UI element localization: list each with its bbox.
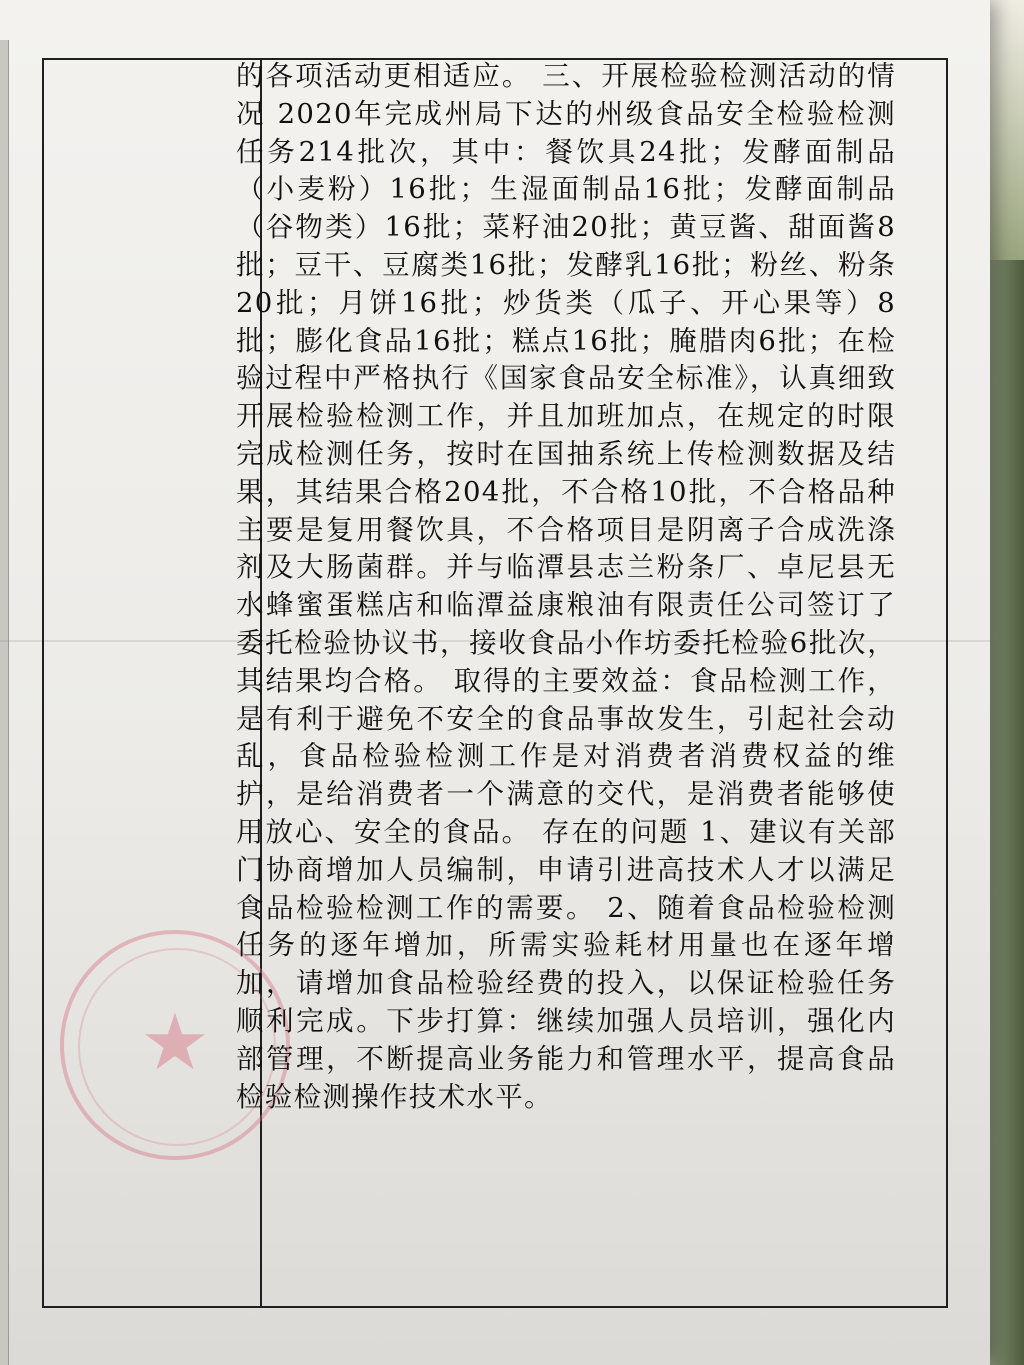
- report-body-text: 的各项活动更相适应。 三、开展检验检测活动的情况 2020年完成州局下达的州级食品安全检验检测任务214批次，其中：餐饮具24批；发酵面制品（小麦粉）16批；生湿面制品16批；发酵面制品（谷物类）16批；菜籽油20批；黄豆酱、甜面酱8批；豆干、豆腐类16批；发酵乳16批；粉丝、粉条20批；月饼16批；炒货类（瓜子、开心果等）8批；膨化食品16批；糕点16批；腌腊肉6批；在检验过程中严格执行《国家食品安全标准》，认真细致开展检验检测工作，并且加班加点，在规定的时限完成检测任务，按时在国抽系统上传检测数据及结果，其结果合格204批，不合格10批，不合格品种主要是复用餐饮具，不合格项目是阴离子合成洗涤剂及大肠菌群。并与临潭县志兰粉条厂、卓尼县无水蜂蜜蛋糕店和临潭益康粮油有限责任公司签订了委托检验协议书，接收食品小作坊委托检验6批次，其结果均合格。 取得的主要效益：食品检测工作，是有利于避免不安全的食品事故发生，引起社会动乱，食品检验检测工作是对消费者消费权益的维护，是给消费者一个满意的交代，是消费者能够使用放心、安全的食品。 存在的问题 1、建议有关部门协商增加人员编制，申请引进高技术人才以满足食品检验检测工作的需要。 2、随着食品检验检测任务的逐年增加，所需实验耗材用量也在逐年增加，请增加食品检验经费的投入，以保证检验任务顺利完成。下步打算：继续加强人员培训，强化内部管理，不断提高业务能力和管理水平，提高食品检验检测操作技术水平。: [236, 60, 896, 1113]
- star-icon: ★: [140, 998, 210, 1088]
- underlying-page-edge: [0, 40, 9, 1365]
- background-window-light: [984, 0, 1024, 260]
